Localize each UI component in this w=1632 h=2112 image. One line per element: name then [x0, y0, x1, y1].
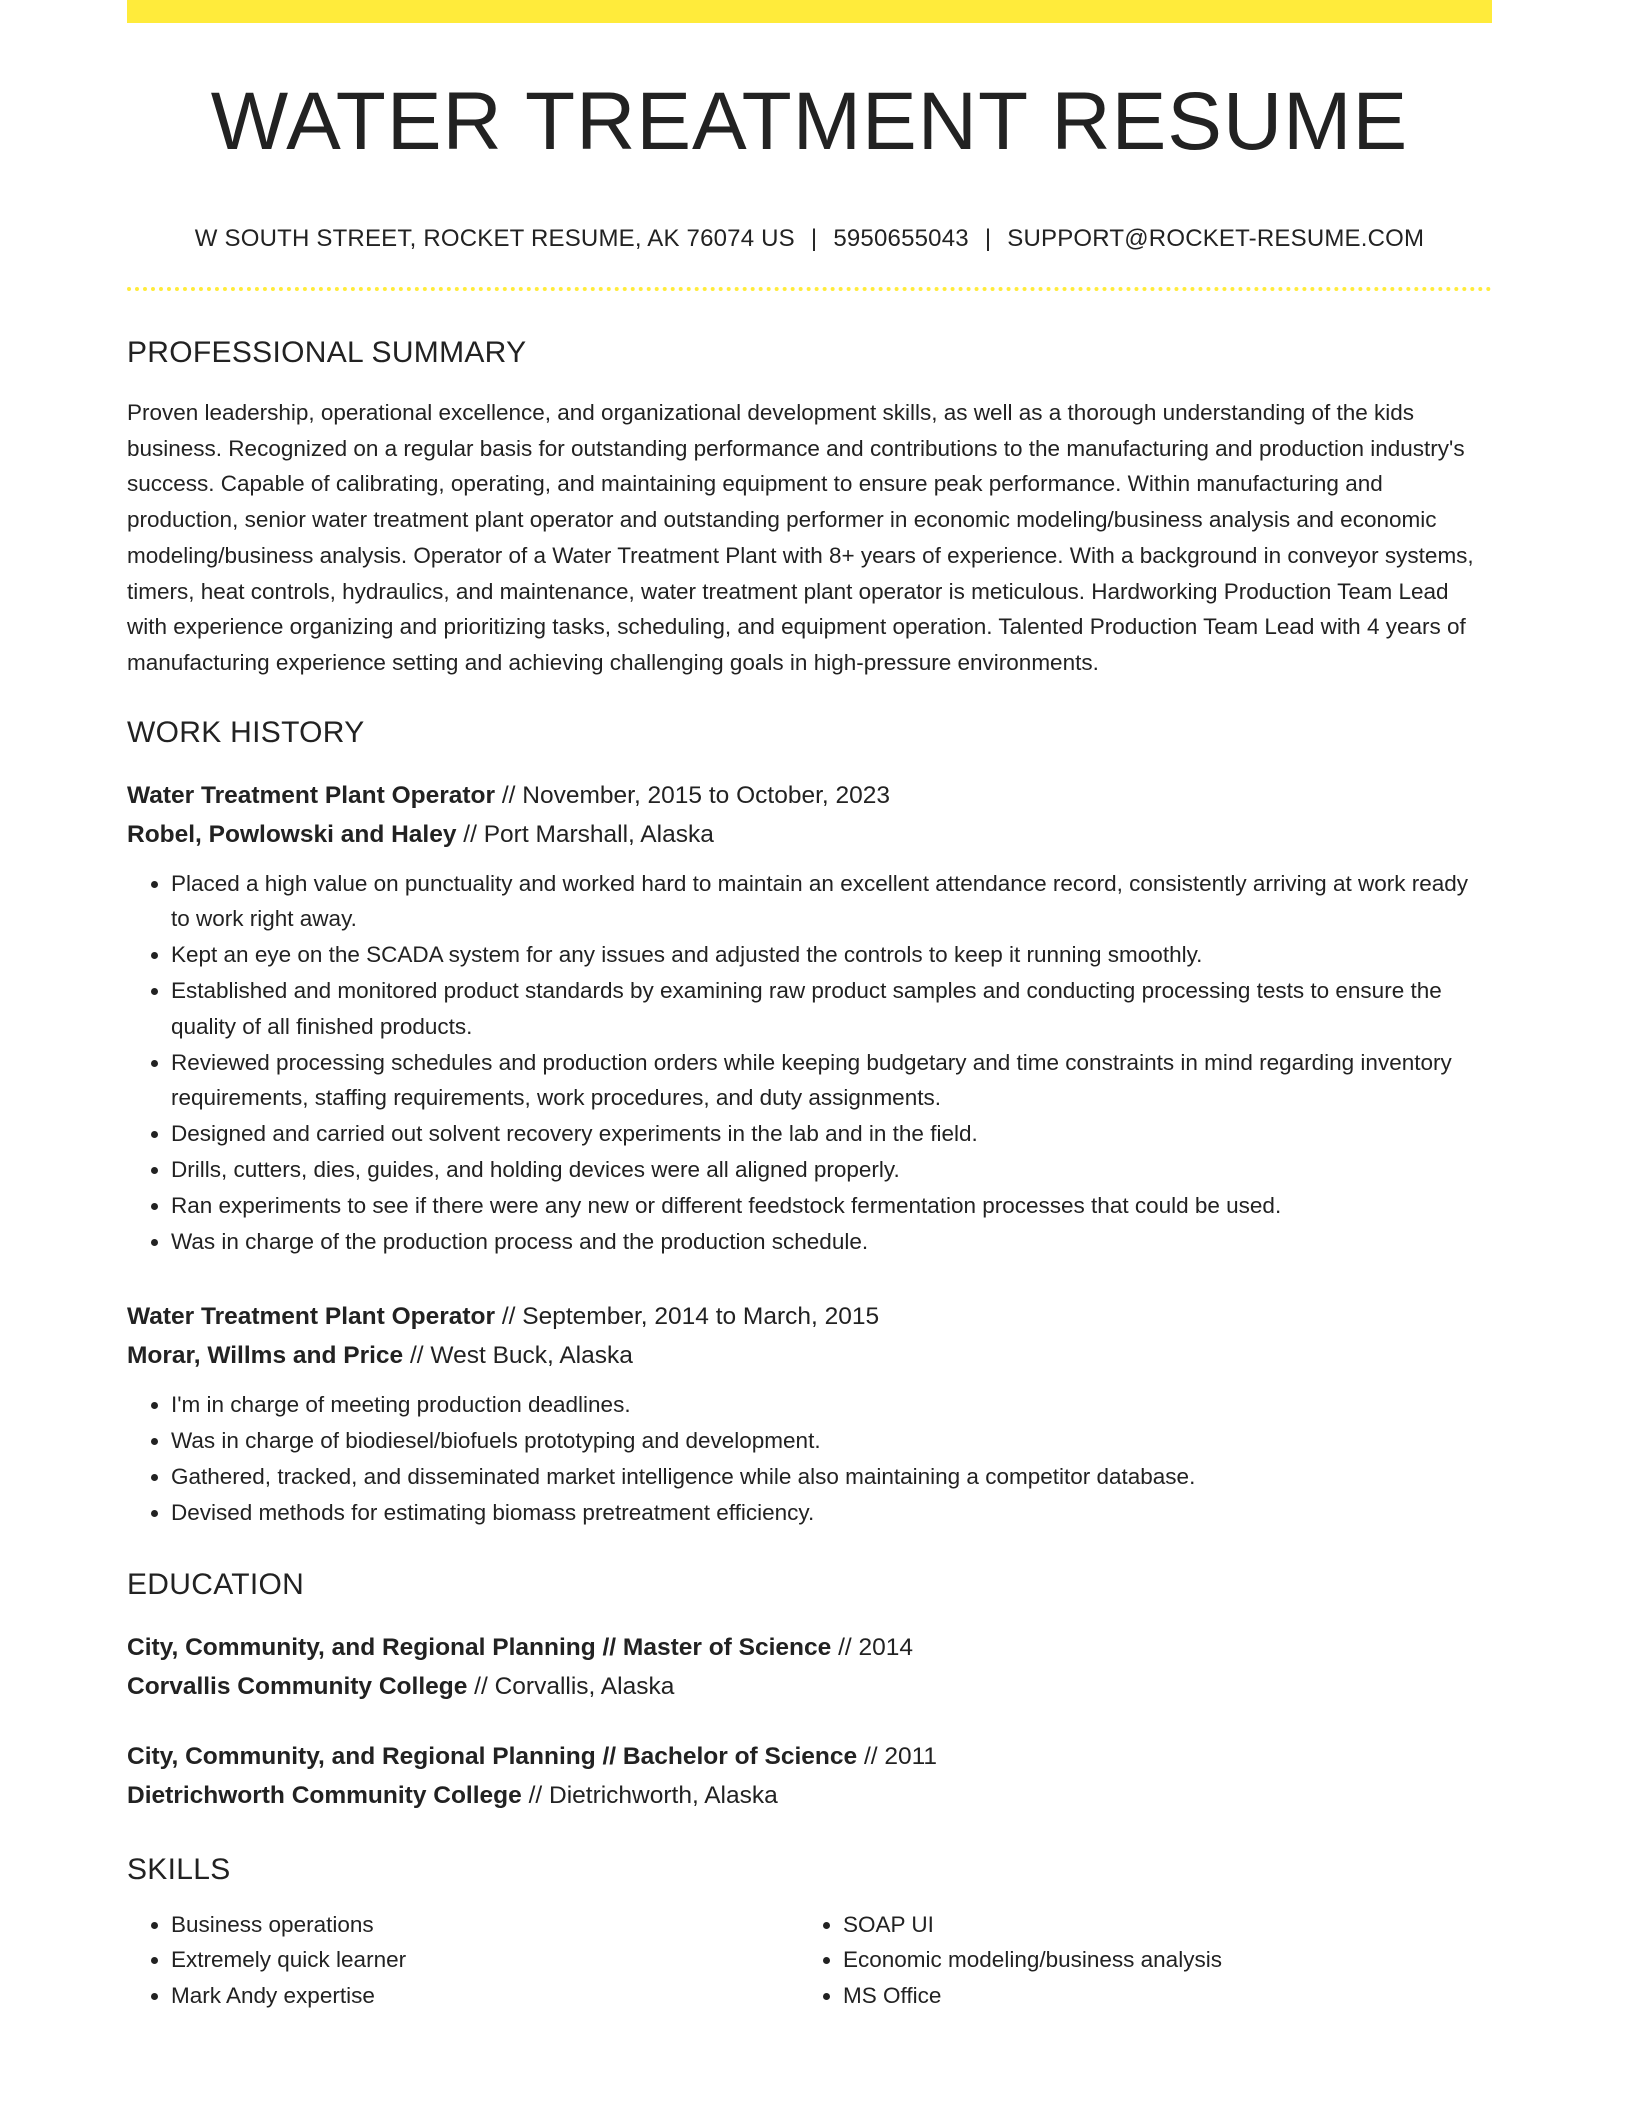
job-location: // Port Marshall, Alaska — [463, 820, 714, 848]
skills-columns — [127, 1907, 1492, 2014]
job-bullets — [127, 866, 1492, 1260]
job-title: Water Treatment Plant Operator — [127, 781, 496, 809]
resume-page — [127, 0, 1492, 2014]
education-degree: City, Community, and Regional Planning // Master of Science — [127, 1633, 832, 1661]
job-bullet: • Gathered, tracked, and disseminated market intelligence while also maintaining a competitor database. — [171, 1459, 1492, 1495]
contact-separator: | — [984, 225, 992, 252]
job-company-line — [127, 1336, 1492, 1375]
education-year: // 2014 — [838, 1633, 914, 1661]
skill-item: • Mark Andy expertise — [171, 1978, 799, 2014]
job-dates: // November, 2015 to October, 2023 — [501, 781, 891, 809]
job-title-line — [127, 776, 1492, 815]
job-bullet: • Reviewed processing schedules and production orders while keeping budgetary and time constraints in mind regarding inventory requirements, staffing requirements, work procedures, and duty assignments. — [171, 1045, 1492, 1117]
skills-heading: SKILLS — [127, 1852, 231, 1886]
education-entry — [127, 1628, 1492, 1706]
job-bullet: • Established and monitored product standards by examining raw product samples and conducting processing tests to ensure the quality of all finished products. — [171, 973, 1492, 1045]
job-bullet: • Drills, cutters, dies, guides, and holding devices were all aligned properly. — [171, 1152, 1492, 1188]
job-company-line — [127, 815, 1492, 854]
job-company: Morar, Willms and Price — [127, 1342, 404, 1370]
job-bullet: • Ran experiments to see if there were any new or different feedstock fermentation processes that could be used. — [171, 1188, 1492, 1224]
job-entry — [127, 1297, 1492, 1530]
job-company: Robel, Powlowski and Haley — [127, 820, 457, 848]
education-location: // Dietrichworth, Alaska — [528, 1781, 778, 1809]
education-entry — [127, 1737, 1492, 1815]
skills-left-column — [127, 1907, 799, 2014]
dotted-divider — [127, 287, 1492, 291]
work-history-heading: WORK HISTORY — [127, 715, 365, 749]
education-heading: EDUCATION — [127, 1567, 305, 1601]
job-title-line — [127, 1297, 1492, 1336]
accent-top-bar — [127, 0, 1492, 23]
education-degree-line — [127, 1737, 1492, 1776]
contact-phone: 5950655043 — [833, 225, 969, 252]
education-location: // Corvallis, Alaska — [474, 1672, 675, 1700]
job-location: // West Buck, Alaska — [410, 1342, 633, 1370]
skill-item: • Extremely quick learner — [171, 1942, 799, 1978]
job-entry — [127, 776, 1492, 1260]
summary-text: Proven leadership, operational excellence, and organizational development skills, as well as a thorough understanding of the kids business. Recognized on a regular basis for outstanding performance and contributions to the manufacturing and production industry's success. Capable of calibrating, operating, and maintaining equipment to ensure peak performance. Within manufacturing and production, senior water treatment plant operator and outstanding performer in economic modeling/business analysis and economic modeling/business analysis. Operator of a Water Treatment Plant with 8+ years of experience. With a background in conveyor systems, timers, heat controls, hydraulics, and maintenance, water treatment plant operator is meticulous. Hardworking Production Team Lead with experience organizing and prioritizing tasks, scheduling, and equipment operation. Talented Production Team Lead with 4 years of manufacturing experience setting and achieving challenging goals in high-pressure environments. — [127, 400, 1474, 675]
contact-email: SUPPORT@ROCKET-RESUME.COM — [1007, 225, 1425, 252]
job-bullet: • I'm in charge of meeting production deadlines. — [171, 1387, 1492, 1423]
job-bullet: • Kept an eye on the SCADA system for any issues and adjusted the controls to keep it running smoothly. — [171, 937, 1492, 973]
education-school-line — [127, 1776, 1492, 1815]
education-school-line — [127, 1667, 1492, 1706]
contact-address: W SOUTH STREET, ROCKET RESUME, AK 76074 US — [194, 225, 795, 252]
job-bullet: • Was in charge of biodiesel/biofuels prototyping and development. — [171, 1423, 1492, 1459]
education-degree-line — [127, 1628, 1492, 1667]
skills-right-column — [799, 1907, 1471, 2014]
summary-heading: PROFESSIONAL SUMMARY — [127, 336, 527, 369]
job-bullet: • Placed a high value on punctuality and worked hard to maintain an excellent attendance record, consistently arriving at work ready to work right away. — [171, 866, 1492, 938]
education-year: // 2011 — [863, 1742, 938, 1770]
education-degree: City, Community, and Regional Planning // Bachelor of Science — [127, 1742, 858, 1770]
skill-item: • Business operations — [171, 1907, 799, 1943]
job-bullet: • Was in charge of the production process and the production schedule. — [171, 1224, 1492, 1260]
job-dates: // September, 2014 to March, 2015 — [501, 1303, 880, 1331]
education-school: Corvallis Community College — [127, 1672, 468, 1700]
contact-separator: | — [810, 225, 818, 252]
job-bullets — [127, 1387, 1492, 1530]
education-school: Dietrichworth Community College — [127, 1781, 522, 1809]
job-bullet: • Devised methods for estimating biomass pretreatment efficiency. — [171, 1495, 1492, 1531]
job-title: Water Treatment Plant Operator — [127, 1303, 496, 1331]
job-bullet: • Designed and carried out solvent recovery experiments in the lab and in the field. — [171, 1116, 1492, 1152]
skill-item: • MS Office — [843, 1978, 1471, 2014]
skill-item: • Economic modeling/business analysis — [843, 1942, 1471, 1978]
skill-item: • SOAP UI — [843, 1907, 1471, 1943]
resume-title: WATER TREATMENT RESUME — [210, 76, 1409, 167]
contact-line — [127, 227, 1492, 251]
